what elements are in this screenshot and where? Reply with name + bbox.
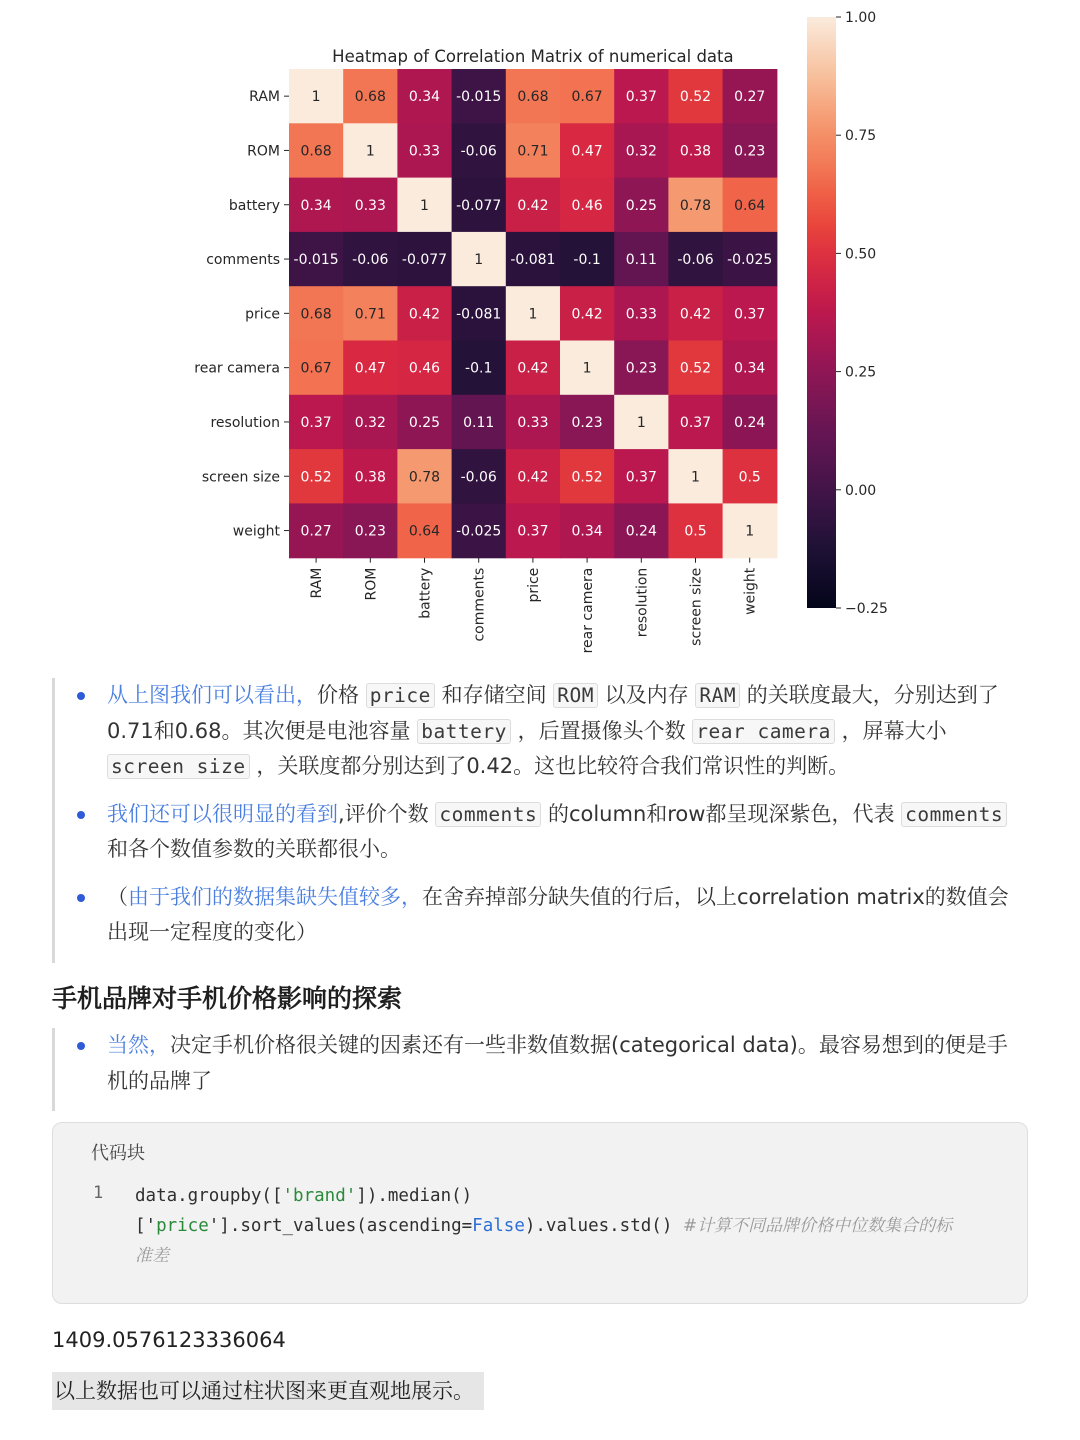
cell-label: 1 xyxy=(528,306,538,323)
highlight-text: 当然， xyxy=(107,1033,170,1057)
cell-label: -0.015 xyxy=(456,89,502,106)
bullet-icon xyxy=(77,894,85,902)
chart-title: Heatmap of Correlation Matrix of numerical data xyxy=(332,47,734,66)
cell-label: 0.52 xyxy=(300,469,332,486)
bullet-icon xyxy=(77,1042,85,1050)
cell-label: 0.37 xyxy=(517,523,549,540)
cell-label: 0.24 xyxy=(625,523,657,540)
cell-label: 0.42 xyxy=(571,306,603,323)
body-text: ,评价个数 xyxy=(338,801,436,826)
cell-label: 0.42 xyxy=(408,306,441,323)
cell-label: -0.06 xyxy=(352,252,389,269)
cell-label: 0.33 xyxy=(354,197,386,214)
y-tick-label: RAM xyxy=(249,89,280,106)
cell-label: 0.47 xyxy=(354,360,386,377)
cell-label: 0.78 xyxy=(679,197,712,214)
highlight-text: 从上图我们可以看出， xyxy=(107,683,317,707)
code-lines[interactable] xyxy=(135,1181,1015,1271)
cell-label: 0.32 xyxy=(354,414,386,431)
cell-label: 0.23 xyxy=(354,523,386,540)
body-text: 决定手机价格很关键的因素还有一些非数值数据(categorical data)。最容易想到的便是手机的品牌了 xyxy=(107,1033,1008,1093)
y-tick-label: battery xyxy=(228,197,280,214)
cell-label: 0.37 xyxy=(625,469,657,486)
inline-code: price xyxy=(366,683,435,708)
section-heading: 手机品牌对手机价格影响的探索 xyxy=(52,984,403,1013)
colorbar-tick-label: 0.00 xyxy=(845,482,877,499)
cell-label: -0.06 xyxy=(460,469,497,486)
y-tick-label: weight xyxy=(232,523,280,540)
y-tick-label: price xyxy=(245,306,280,323)
cell-label: 0.71 xyxy=(517,143,549,160)
cell-label: -0.077 xyxy=(401,252,448,269)
list-item xyxy=(55,880,1045,951)
cell-label: 0.38 xyxy=(679,143,712,160)
cell-label: 0.33 xyxy=(408,143,441,160)
cell-label: 0.37 xyxy=(679,414,712,431)
highlighted-paragraph: 以上数据也可以通过柱状图来更直观地展示。 xyxy=(52,1372,484,1410)
colorbar-tick-label: 1.00 xyxy=(845,10,877,26)
code-line-number: 1 xyxy=(93,1183,104,1203)
brand-blockquote xyxy=(52,1028,1045,1111)
cell-label: 0.68 xyxy=(354,89,386,106)
colorbar xyxy=(807,17,836,608)
cell-label: 0.46 xyxy=(571,197,603,214)
cell-label: 0.34 xyxy=(408,89,441,106)
cell-label: -0.025 xyxy=(456,523,502,540)
cell-label: 0.52 xyxy=(571,469,603,486)
cell-label: 0.33 xyxy=(517,414,549,431)
cell-label: 0.42 xyxy=(679,306,712,323)
code-comment: #计算不同品牌价格中位数集合的标 xyxy=(682,1216,953,1236)
cell-label: 1 xyxy=(691,469,700,486)
inline-code: screen size xyxy=(107,754,250,779)
cell-label: 1 xyxy=(474,252,484,269)
body-text: ，屏幕大小 xyxy=(834,718,947,743)
colorbar-tick-label: 0.25 xyxy=(845,364,877,381)
cell-label: 0.34 xyxy=(734,360,766,377)
y-tick-label: ROM xyxy=(247,143,280,160)
cell-label: 1 xyxy=(365,143,375,160)
brand-notes-list xyxy=(55,1028,1045,1099)
cell-label: 0.37 xyxy=(300,414,332,431)
body-text: 和各个数值参数的关联都很小。 xyxy=(107,837,401,861)
list-item xyxy=(55,1028,1045,1099)
cell-label: -0.06 xyxy=(460,143,497,160)
body-text: ，关联度都分别达到了0.42。这也比较符合我们常识性的判断。 xyxy=(249,754,850,778)
code-comment: 准差 xyxy=(135,1246,169,1266)
y-tick-label: resolution xyxy=(210,414,280,431)
inline-code: ROM xyxy=(553,683,598,708)
x-tick-label: ROM xyxy=(363,567,380,601)
cell-label: 0.38 xyxy=(354,469,386,486)
inline-code: comments xyxy=(901,802,1007,827)
cell-label: 0.34 xyxy=(571,523,603,540)
cell-label: 0.71 xyxy=(354,306,386,323)
colorbar-tick-label: −0.25 xyxy=(845,601,888,617)
cell-label: -0.081 xyxy=(510,252,556,269)
y-tick-label: comments xyxy=(206,252,280,269)
x-tick-label: weight xyxy=(742,567,759,615)
cell-label: 0.52 xyxy=(679,89,712,106)
cell-label: 0.25 xyxy=(408,414,441,431)
cell-label: 0.25 xyxy=(625,197,657,214)
cell-label: 0.42 xyxy=(517,197,549,214)
cell-label: -0.025 xyxy=(727,252,773,269)
cell-label: 0.27 xyxy=(734,89,766,106)
cell-label: 0.27 xyxy=(300,523,332,540)
code-block[interactable] xyxy=(52,1122,1028,1304)
highlight-text: 我们还可以很明显的看到 xyxy=(107,801,338,826)
cell-label: 1 xyxy=(636,414,646,431)
x-tick-label: comments xyxy=(471,567,488,642)
cell-label: 0.47 xyxy=(571,143,603,160)
body-text: 以及内存 xyxy=(597,683,696,707)
inline-code: RAM xyxy=(695,683,740,708)
code-line xyxy=(135,1241,1015,1271)
output-value: 1409.0576123336064 xyxy=(52,1328,286,1352)
list-item xyxy=(55,797,1045,868)
cell-label: 1 xyxy=(311,89,321,106)
x-tick-label: battery xyxy=(417,567,434,619)
cell-label: 0.23 xyxy=(571,414,603,431)
cell-label: -0.077 xyxy=(456,197,502,214)
heatmap-figure xyxy=(0,0,1080,660)
colorbar-tick-label: 0.50 xyxy=(845,246,877,263)
inline-code: comments xyxy=(435,802,541,827)
x-tick-label: screen size xyxy=(688,567,705,646)
bullet-icon xyxy=(77,811,85,819)
x-tick-label: resolution xyxy=(634,567,651,638)
colorbar-tick-label: 0.75 xyxy=(845,128,877,145)
cell-label: 0.37 xyxy=(625,89,657,106)
cell-label: 0.32 xyxy=(625,143,657,160)
cell-label: 1 xyxy=(745,523,755,540)
cell-label: 0.67 xyxy=(300,360,332,377)
body-text: 的关联度最大，分别达到了0.71和0.68。其次便是电池容量 xyxy=(107,683,999,743)
cell-label: -0.1 xyxy=(573,252,601,269)
cell-label: 0.33 xyxy=(625,306,657,323)
cell-label: 0.67 xyxy=(571,89,603,106)
cell-label: 1 xyxy=(420,197,429,214)
body-text: 价格 xyxy=(317,683,366,707)
cell-label: 0.37 xyxy=(734,306,766,323)
code-line: ['price'].sort_values(ascending=False).values.std() #计算不同品牌价格中位数集合的标 xyxy=(135,1216,953,1236)
body-text: ，后置摄像头个数 xyxy=(510,718,693,743)
cell-label: 0.64 xyxy=(734,197,766,214)
cell-label: 0.11 xyxy=(463,414,495,431)
body-text: 的column和row都呈现深紫色，代表 xyxy=(541,801,902,826)
cell-label: -0.1 xyxy=(465,360,493,377)
cell-label: 0.23 xyxy=(734,143,766,160)
cell-label: 0.42 xyxy=(517,360,549,377)
cell-label: 0.34 xyxy=(300,197,332,214)
cell-label: 0.11 xyxy=(625,252,657,269)
list-item xyxy=(55,678,1045,785)
body-text: 在舍弃掉部分缺失值的行后，以上correlation matrix的数值会出现一定程度的变化） xyxy=(107,884,1009,944)
notes-list xyxy=(55,678,1045,951)
cell-label: -0.06 xyxy=(677,252,714,269)
inline-code: rear camera xyxy=(692,719,835,744)
y-tick-label: screen size xyxy=(201,469,280,486)
cell-label: 0.68 xyxy=(517,89,549,106)
cell-label: 0.78 xyxy=(408,469,441,486)
cell-label: 0.46 xyxy=(408,360,441,377)
bullet-icon xyxy=(77,692,85,700)
notes-blockquote xyxy=(52,678,1045,963)
cell-label: 1 xyxy=(582,360,592,377)
cell-label: 0.23 xyxy=(625,360,657,377)
heatmap-chart xyxy=(0,0,1080,660)
cell-label: 0.24 xyxy=(734,414,766,431)
cell-label: 0.5 xyxy=(738,469,761,486)
cell-label: 0.68 xyxy=(300,306,332,323)
cell-label: -0.081 xyxy=(456,306,502,323)
cell-label: 0.64 xyxy=(408,523,441,540)
x-tick-label: rear camera xyxy=(580,567,597,654)
cell-label: 0.68 xyxy=(300,143,332,160)
code-block-title: 代码块 xyxy=(91,1143,145,1164)
cell-label: -0.015 xyxy=(293,252,339,269)
x-tick-label: price xyxy=(525,567,542,603)
cell-label: 0.52 xyxy=(679,360,712,377)
inline-code: battery xyxy=(417,719,511,744)
cell-label: 0.5 xyxy=(684,523,707,540)
y-tick-label: rear camera xyxy=(194,360,280,377)
highlight-text: 由于我们的数据集缺失值较多， xyxy=(128,884,422,909)
x-tick-label: RAM xyxy=(309,567,326,599)
code-line: data.groupby(['brand']).median() xyxy=(135,1186,473,1206)
body-text: 和存储空间 xyxy=(434,683,554,707)
cell-label: 0.42 xyxy=(517,469,549,486)
paren-text: （ xyxy=(107,884,128,909)
